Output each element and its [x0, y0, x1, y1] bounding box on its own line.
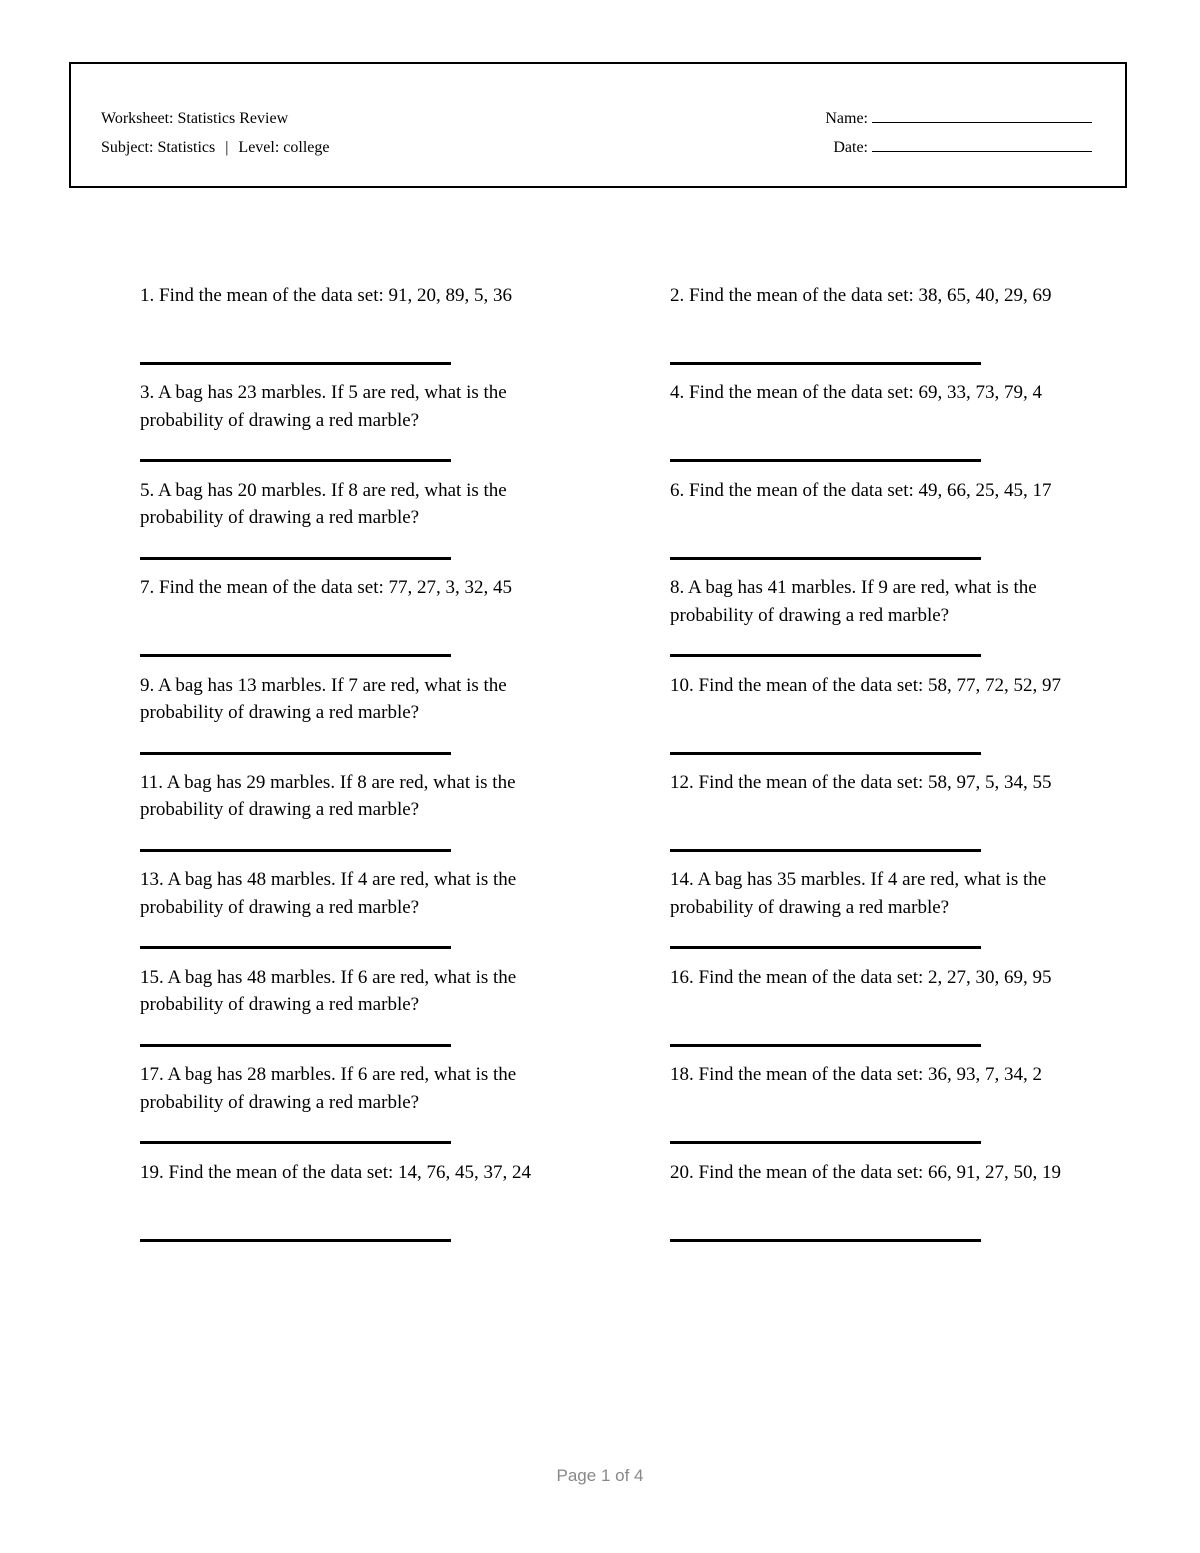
question-text: 7. Find the mean of the data set: 77, 27, 3, 32, 45 — [140, 577, 513, 599]
answer-line[interactable] — [670, 946, 981, 949]
question-item — [140, 379, 565, 476]
question-item — [140, 866, 565, 963]
question-item — [670, 379, 1095, 476]
question-item — [140, 282, 565, 379]
header-fields — [825, 104, 1092, 162]
answer-line[interactable] — [140, 654, 451, 657]
answer-line[interactable] — [670, 752, 981, 755]
answer-line[interactable] — [670, 459, 981, 462]
question-item — [140, 1159, 565, 1256]
question-item — [670, 769, 1095, 866]
date-blank[interactable] — [872, 137, 1092, 152]
question-text: 16. Find the mean of the data set: 2, 27, 30, 69, 95 — [670, 966, 1052, 988]
name-label: Name: — [825, 110, 868, 127]
separator: | — [225, 139, 229, 156]
question-item — [140, 769, 565, 866]
header-info — [101, 104, 329, 162]
question-text: 10. Find the mean of the data set: 58, 77, 72, 52, 97 — [670, 674, 1062, 696]
answer-line[interactable] — [670, 654, 981, 657]
answer-line[interactable] — [670, 1239, 981, 1242]
answer-line[interactable] — [140, 752, 451, 755]
answer-line[interactable] — [670, 557, 981, 560]
question-item — [670, 672, 1095, 769]
question-item — [140, 672, 565, 769]
name-field-row — [825, 104, 1092, 133]
question-text: 20. Find the mean of the data set: 66, 91, 27, 50, 19 — [670, 1161, 1062, 1183]
question-text: 17. A bag has 28 marbles. If 6 are red, what is the probability of drawing a red marble? — [140, 1064, 517, 1113]
question-text: 2. Find the mean of the data set: 38, 65, 40, 29, 69 — [670, 285, 1052, 306]
question-text: 9. A bag has 13 marbles. If 7 are red, what is the probability of drawing a red marble? — [140, 674, 507, 724]
subject-label: Subject: Statistics — [101, 139, 216, 156]
question-text: 14. A bag has 35 marbles. If 4 are red, what is the probability of drawing a red marble? — [670, 869, 1047, 918]
question-text: 15. A bag has 48 marbles. If 6 are red, what is the probability of drawing a red marble? — [140, 966, 517, 1016]
answer-line[interactable] — [140, 849, 451, 852]
answer-line[interactable] — [140, 362, 451, 365]
question-text: 1. Find the mean of the data set: 91, 20, 89, 5, 36 — [140, 285, 513, 306]
level-label: Level: college — [238, 139, 330, 156]
question-text: 8. A bag has 41 marbles. If 9 are red, what is the probability of drawing a red marble? — [670, 577, 1037, 626]
question-item — [140, 574, 565, 671]
worksheet-header — [69, 62, 1127, 188]
question-text: 5. A bag has 20 marbles. If 8 are red, what is the probability of drawing a red marble? — [140, 479, 507, 529]
question-item — [670, 574, 1095, 671]
name-blank[interactable] — [872, 108, 1092, 123]
answer-line[interactable] — [140, 1044, 451, 1047]
subject-level-line — [101, 133, 329, 162]
date-label: Date: — [833, 139, 868, 156]
answer-line[interactable] — [140, 946, 451, 949]
question-item — [670, 866, 1095, 963]
worksheet-title: Worksheet: Statistics Review — [101, 110, 289, 127]
answer-line[interactable] — [140, 459, 451, 462]
question-text: 3. A bag has 23 marbles. If 5 are red, what is the probability of drawing a red marble? — [140, 382, 507, 431]
question-text: 19. Find the mean of the data set: 14, 76, 45, 37, 24 — [140, 1161, 532, 1183]
page-number: Page 1 of 4 — [556, 1466, 644, 1485]
answer-line[interactable] — [140, 1141, 451, 1144]
question-text: 18. Find the mean of the data set: 36, 93, 7, 34, 2 — [670, 1064, 1043, 1086]
question-text: 11. A bag has 29 marbles. If 8 are red, what is the probability of drawing a red marble? — [140, 771, 516, 821]
question-item — [670, 282, 1095, 379]
question-text: 6. Find the mean of the data set: 49, 66, 25, 45, 17 — [670, 479, 1052, 501]
question-item — [140, 1061, 565, 1158]
question-item — [670, 1159, 1095, 1256]
question-text: 13. A bag has 48 marbles. If 4 are red, what is the probability of drawing a red marble? — [140, 869, 517, 918]
question-text: 4. Find the mean of the data set: 69, 33, 73, 79, 4 — [670, 382, 1043, 404]
answer-line[interactable] — [670, 849, 981, 852]
question-grid — [140, 282, 1100, 1256]
question-item — [670, 1061, 1095, 1158]
answer-line[interactable] — [670, 362, 981, 365]
answer-line[interactable] — [670, 1141, 981, 1144]
answer-line[interactable] — [140, 557, 451, 560]
question-item — [140, 477, 565, 574]
date-field-row — [825, 133, 1092, 162]
question-item — [140, 964, 565, 1061]
answer-line[interactable] — [670, 1044, 981, 1047]
question-item — [670, 964, 1095, 1061]
question-item — [670, 477, 1095, 574]
answer-line[interactable] — [140, 1239, 451, 1242]
question-text: 12. Find the mean of the data set: 58, 97, 5, 34, 55 — [670, 771, 1052, 793]
